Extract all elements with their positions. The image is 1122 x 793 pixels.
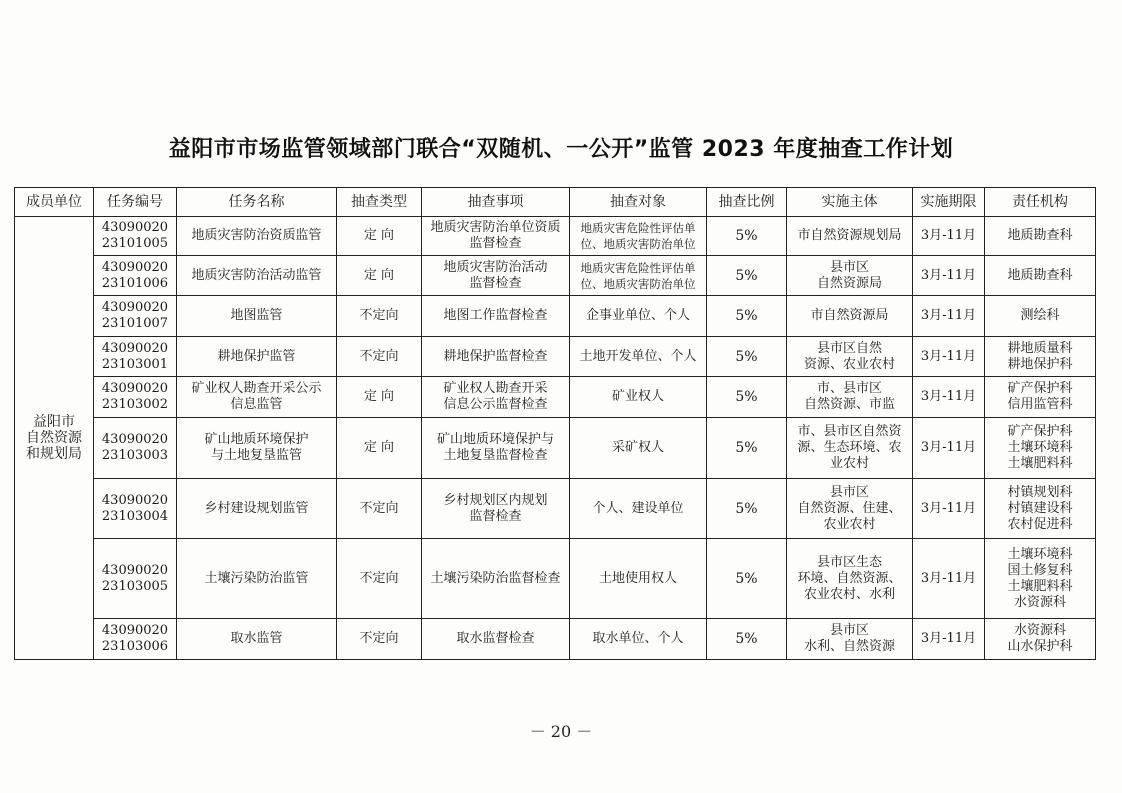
check-target-cell: 矿业权人 (570, 377, 707, 418)
implementer-cell: 市、县市区自然资 源、生态环境、农 业农村 (787, 418, 913, 479)
check-item-cell: 地质灾害防治活动 监督检查 (422, 256, 570, 296)
check-type-cell: 不定向 (337, 337, 422, 377)
period-cell: 3月-11月 (913, 256, 985, 296)
responsible-org-cell: 矿产保护科 信用监管科 (985, 377, 1096, 418)
table-row (15, 418, 1096, 479)
table-row (15, 479, 1096, 539)
check-type-cell: 不定向 (337, 619, 422, 660)
check-item-cell: 矿业权人勘查开采 信息公示监督检查 (422, 377, 570, 418)
check-ratio-cell: 5% (707, 296, 787, 337)
check-ratio-cell: 5% (707, 256, 787, 296)
responsible-org-cell: 矿产保护科 土壤环境科 土壤肥料科 (985, 418, 1096, 479)
period-cell: 3月-11月 (913, 418, 985, 479)
period-cell: 3月-11月 (913, 539, 985, 619)
page-title: 益阳市市场监管领域部门联合“双随机、一公开”监管 2023 年度抽查工作计划 (168, 137, 954, 162)
check-ratio-cell: 5% (707, 619, 787, 660)
period-cell: 3月-11月 (913, 296, 985, 337)
table-row (15, 296, 1096, 337)
check-ratio-cell: 5% (707, 377, 787, 418)
period-cell: 3月-11月 (913, 217, 985, 256)
table-row (15, 337, 1096, 377)
check-type-cell: 不定向 (337, 479, 422, 539)
check-item-cell: 地图工作监督检查 (422, 296, 570, 337)
member-unit-cell: 益阳市 自然资源 和规划局 (15, 217, 94, 660)
check-target-cell: 个人、建设单位 (570, 479, 707, 539)
task-code-cell: 43090020 23103002 (94, 377, 177, 418)
responsible-org-cell: 耕地质量科 耕地保护科 (985, 337, 1096, 377)
table-row (15, 217, 1096, 256)
header-implementer: 实施主体 (787, 188, 913, 217)
check-type-cell: 不定向 (337, 539, 422, 619)
check-target-cell: 企事业单位、个人 (570, 296, 707, 337)
task-name-cell: 矿山地质环境保护 与土地复垦监管 (177, 418, 337, 479)
task-code-cell: 43090020 23101007 (94, 296, 177, 337)
check-target-cell: 土地开发单位、个人 (570, 337, 707, 377)
task-name-cell: 矿业权人勘查开采公示 信息监管 (177, 377, 337, 418)
task-name-cell: 乡村建设规划监管 (177, 479, 337, 539)
task-name-cell: 土壤污染防治监管 (177, 539, 337, 619)
implementer-cell: 县市区 自然资源、住建、 农业农村 (787, 479, 913, 539)
check-ratio-cell: 5% (707, 539, 787, 619)
plan-table (14, 187, 1096, 660)
implementer-cell: 县市区自然 资源、农业农村 (787, 337, 913, 377)
responsible-org-cell: 地质勘查科 (985, 256, 1096, 296)
period-cell: 3月-11月 (913, 377, 985, 418)
check-type-cell: 定 向 (337, 217, 422, 256)
check-item-cell: 地质灾害防治单位资质 监督检查 (422, 217, 570, 256)
check-ratio-cell: 5% (707, 418, 787, 479)
task-name-cell: 取水监管 (177, 619, 337, 660)
implementer-cell: 市、县市区 自然资源、市监 (787, 377, 913, 418)
period-cell: 3月-11月 (913, 479, 985, 539)
check-type-cell: 定 向 (337, 377, 422, 418)
responsible-org-cell: 村镇规划科 村镇建设科 农村促进科 (985, 479, 1096, 539)
check-ratio-cell: 5% (707, 217, 787, 256)
task-code-cell: 43090020 23101006 (94, 256, 177, 296)
header-check-type: 抽查类型 (337, 188, 422, 217)
header-period: 实施期限 (913, 188, 985, 217)
check-item-cell: 耕地保护监督检查 (422, 337, 570, 377)
check-target-cell: 采矿权人 (570, 418, 707, 479)
check-type-cell: 不定向 (337, 296, 422, 337)
check-ratio-cell: 5% (707, 337, 787, 377)
check-item-cell: 土壤污染防治监督检查 (422, 539, 570, 619)
implementer-cell: 市自然资源规划局 (787, 217, 913, 256)
task-code-cell: 43090020 23103005 (94, 539, 177, 619)
task-code-cell: 43090020 23101005 (94, 217, 177, 256)
period-cell: 3月-11月 (913, 619, 985, 660)
check-type-cell: 定 向 (337, 418, 422, 479)
implementer-cell: 县市区生态 环境、自然资源、 农业农村、水利 (787, 539, 913, 619)
task-code-cell: 43090020 23103006 (94, 619, 177, 660)
task-name-cell: 地质灾害防治活动监管 (177, 256, 337, 296)
table-row (15, 256, 1096, 296)
check-target-cell: 取水单位、个人 (570, 619, 707, 660)
implementer-cell: 县市区 水利、自然资源 (787, 619, 913, 660)
task-code-cell: 43090020 23103004 (94, 479, 177, 539)
check-item-cell: 矿山地质环境保护与 土地复垦监督检查 (422, 418, 570, 479)
table-row (15, 539, 1096, 619)
check-target-cell: 地质灾害危险性评估单 位、地质灾害防治单位 (570, 256, 707, 296)
header-check-target: 抽查对象 (570, 188, 707, 217)
implementer-cell: 县市区 自然资源局 (787, 256, 913, 296)
check-target-cell: 土地使用权人 (570, 539, 707, 619)
check-type-cell: 定 向 (337, 256, 422, 296)
task-name-cell: 地质灾害防治资质监管 (177, 217, 337, 256)
header-check-ratio: 抽查比例 (707, 188, 787, 217)
responsible-org-cell: 测绘科 (985, 296, 1096, 337)
header-responsible-org: 责任机构 (985, 188, 1096, 217)
table-row (15, 619, 1096, 660)
task-code-cell: 43090020 23103003 (94, 418, 177, 479)
header-task-name: 任务名称 (177, 188, 337, 217)
check-ratio-cell: 5% (707, 479, 787, 539)
responsible-org-cell: 水资源科 山水保护科 (985, 619, 1096, 660)
header-task-code: 任务编号 (94, 188, 177, 217)
task-code-cell: 43090020 23103001 (94, 337, 177, 377)
check-item-cell: 取水监督检查 (422, 619, 570, 660)
page-number: － 20 － (529, 722, 593, 741)
period-cell: 3月-11月 (913, 337, 985, 377)
table-row (15, 377, 1096, 418)
check-target-cell: 地质灾害危险性评估单 位、地质灾害防治单位 (570, 217, 707, 256)
header-member-unit: 成员单位 (15, 188, 94, 217)
responsible-org-cell: 土壤环境科 国土修复科 土壤肥料科 水资源科 (985, 539, 1096, 619)
table-header-row (15, 188, 1096, 217)
task-name-cell: 地图监管 (177, 296, 337, 337)
task-name-cell: 耕地保护监管 (177, 337, 337, 377)
header-check-item: 抽查事项 (422, 188, 570, 217)
responsible-org-cell: 地质勘查科 (985, 217, 1096, 256)
check-item-cell: 乡村规划区内规划 监督检查 (422, 479, 570, 539)
implementer-cell: 市自然资源局 (787, 296, 913, 337)
